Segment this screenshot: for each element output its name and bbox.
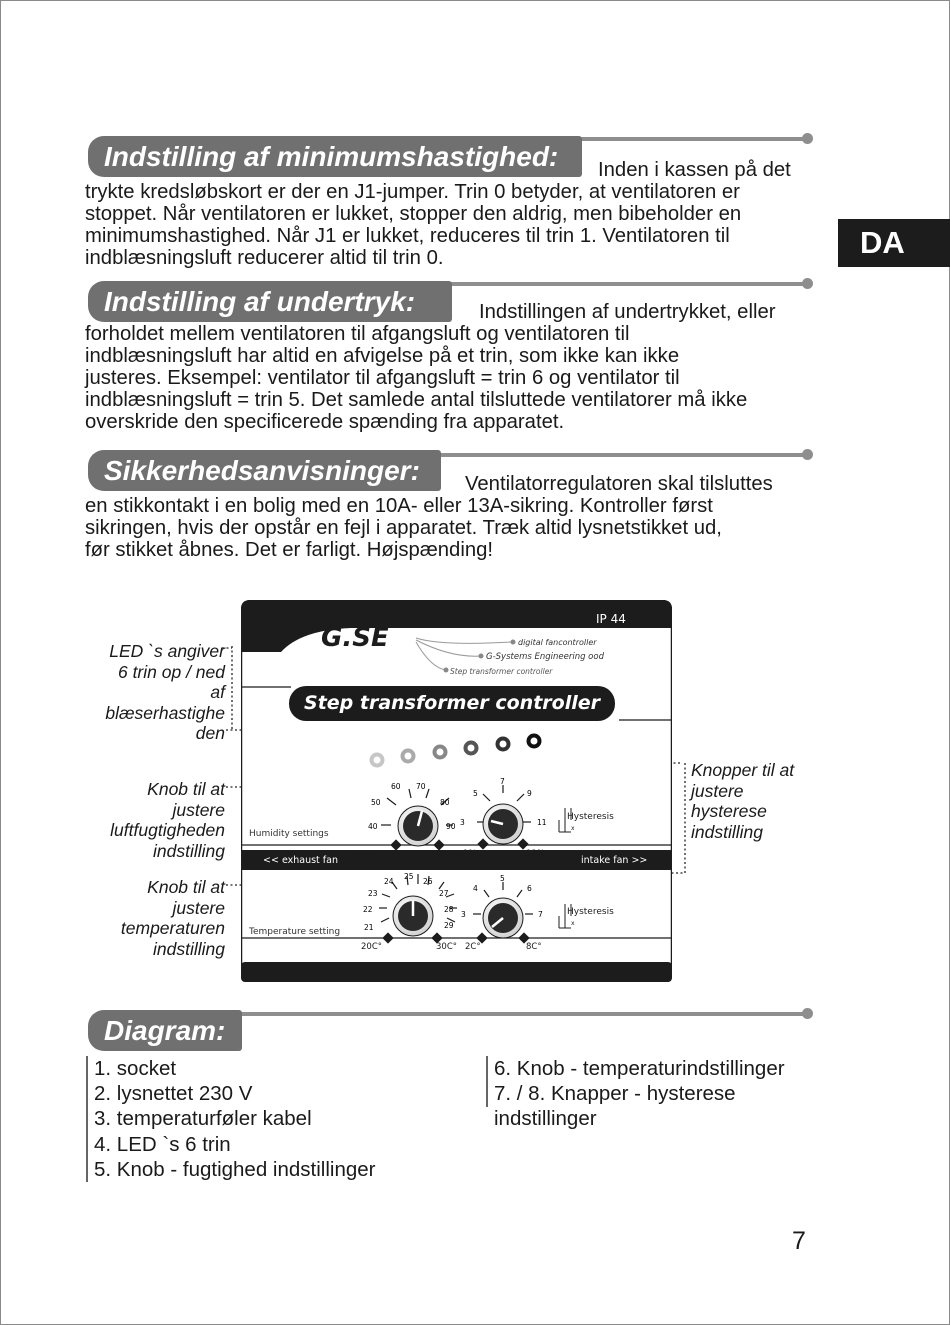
brand-line: G-Systems Engineering ood: [486, 652, 604, 662]
hyst2-min: 2C°: [465, 942, 481, 952]
page-number: 7: [792, 1227, 806, 1255]
callout-line: den: [195, 723, 225, 743]
exhaust-fan-label: << exhaust fan: [263, 855, 338, 866]
text-line: indblæsningsluft = trin 5. Det samlede antal tilsluttede ventilatorer må ikke: [85, 389, 748, 411]
tick-label: 11: [537, 818, 547, 827]
hyst1-max: 13%: [526, 849, 545, 859]
tick-label: 5: [473, 789, 478, 798]
brand-line: digital fancontroller: [518, 638, 597, 647]
tick-label: 9: [527, 789, 532, 798]
tick-label: 60: [391, 782, 401, 791]
text-line: overskride den specificerede spænding fra apparatet.: [85, 411, 565, 433]
text-line: indblæsningsluft har altid en afvigelse på et trin, som ikke kan ikke: [85, 345, 680, 367]
list-bar: [486, 1056, 488, 1107]
tick-label: 21: [364, 923, 374, 932]
tick-label: 3: [460, 818, 465, 827]
tick-label: 5: [500, 874, 505, 883]
ip-rating: IP 44: [596, 612, 626, 626]
section-heading-minimum: Indstilling af minimumshastighed:: [88, 136, 582, 177]
panel-title: Step transformer controller: [304, 692, 600, 714]
text-line: før stikket åbnes. Det er farligt. Højspænding!: [85, 539, 494, 561]
tick-label: 6: [527, 884, 532, 893]
humidity-settings-label: Humidity settings: [249, 829, 329, 839]
tick-label: 28: [444, 905, 454, 914]
text-line: minimumshastighed. Når J1 er lukket, reduceres til trin 1. Ventilatoren til: [85, 225, 730, 247]
callout-line: indstilling: [153, 840, 225, 861]
brand-logo: G.SE: [321, 623, 389, 653]
list-item: 3. temperaturføler kabel: [94, 1107, 312, 1131]
callout-line: Knob til at: [147, 779, 225, 799]
tick-label: 25: [404, 872, 414, 881]
rule-end-dot: [802, 1008, 813, 1019]
callout-line: LED `s angiver: [109, 641, 225, 661]
section-heading-undertryk: Indstilling af undertryk:: [88, 281, 452, 322]
tick-label: 3: [461, 910, 466, 919]
text-line: indblæsningsluft reducerer altid til trin 0.: [85, 247, 444, 269]
tick-label: 70: [416, 782, 426, 791]
text-line: en stikkontakt i en bolig med en 10A- eller 13A-sikring. Kontroller først: [85, 495, 713, 517]
hysteresis-x: x: [571, 920, 575, 927]
tick-label: 90: [446, 822, 456, 831]
intake-fan-label: intake fan >>: [581, 855, 648, 866]
humidity-min: 30% rh: [355, 850, 386, 860]
section-first-line: Indstillingen af undertrykket, eller: [479, 301, 776, 323]
tick-label: 4: [473, 884, 478, 893]
diagram-list-right: [486, 1056, 854, 1132]
text-line: justeres. Eksempel: ventilator til afgangsluft = trin 6 og ventilator til: [85, 367, 680, 389]
diagram-heading: Diagram:: [88, 1010, 242, 1051]
tick-label: 22: [363, 905, 373, 914]
list-item: 1. socket: [94, 1057, 177, 1080]
tick-label: 27: [439, 889, 449, 898]
callout-line: justere: [172, 799, 225, 820]
callout-line: indstilling: [153, 938, 225, 959]
diagram-list-left: [86, 1056, 474, 1182]
callout-line: af: [210, 682, 225, 702]
list-item: 6. Knob - temperaturindstillinger: [494, 1057, 785, 1080]
callout-line: justere: [691, 780, 744, 801]
tick-label: 80: [440, 798, 450, 807]
callout-line: Knob til at: [147, 877, 225, 897]
list-item: indstillinger: [494, 1107, 597, 1131]
callout-line: 6 trin op / ned: [117, 661, 225, 682]
list-item: 5. Knob - fugtighed indstillinger: [94, 1157, 376, 1181]
hysteresis-label: Hysteresis: [567, 907, 614, 917]
hyst1-min: 1%: [463, 849, 477, 859]
hysteresis-label: Hysteresis: [567, 812, 614, 822]
callout-line: temperaturen: [120, 918, 225, 938]
tick-label: 7: [500, 777, 505, 786]
callout-line: luftfugtigheden: [110, 820, 225, 840]
callout-line: indstilling: [691, 821, 763, 842]
tick-label: 26: [423, 877, 433, 886]
callout-line: hysterese: [691, 801, 767, 821]
list-item: 4. LED `s 6 trin: [94, 1132, 231, 1156]
tick-label: 50: [371, 798, 381, 807]
callout-line: justere: [172, 897, 225, 918]
tick-label: 24: [384, 877, 394, 886]
hysteresis-x: x: [571, 825, 575, 832]
language-tab: DA: [838, 219, 950, 267]
list-item: 7. / 8. Knapper - hysterese: [494, 1082, 736, 1106]
tick-label: 7: [538, 910, 543, 919]
list-bar: [86, 1056, 88, 1182]
section-rule: [230, 1012, 807, 1016]
callout-line: Knopper til at: [691, 760, 795, 780]
callout-line: blæserhastighe: [105, 702, 225, 723]
temp-max: 30C°: [436, 942, 458, 952]
text-line: sikringen, hvis der opstår en fejl i apparatet. Træk altid lysnetstikket ud,: [85, 517, 722, 539]
humidity-max: 100%: [438, 850, 463, 860]
temperature-setting-label: Temperature setting: [249, 927, 341, 937]
tick-label: 23: [368, 889, 378, 898]
tick-label: 29: [444, 921, 454, 930]
text-line: stoppet. Når ventilatoren er lukket, stopper den aldrig, men bibeholder en: [85, 203, 742, 225]
controller-panel: [241, 600, 672, 982]
list-item: 2. lysnettet 230 V: [94, 1082, 253, 1106]
hyst2-max: 8C°: [526, 942, 542, 952]
tick-label: 40: [368, 822, 378, 831]
section-first-line: Ventilatorregulatoren skal tilsluttes: [465, 473, 773, 495]
temp-min: 20C°: [361, 942, 383, 952]
text-line: forholdet mellem ventilatoren til afgangsluft og ventilatoren til: [85, 323, 630, 345]
section-heading-safety: Sikkerhedsanvisninger:: [88, 450, 441, 491]
text-line: trykte kredsløbskort er der en J1-jumper. Trin 0 betyder, at ventilatoren er: [85, 181, 740, 203]
section-first-line: Inden i kassen på det: [598, 159, 791, 181]
brand-line: Step transformer controller: [450, 667, 553, 676]
